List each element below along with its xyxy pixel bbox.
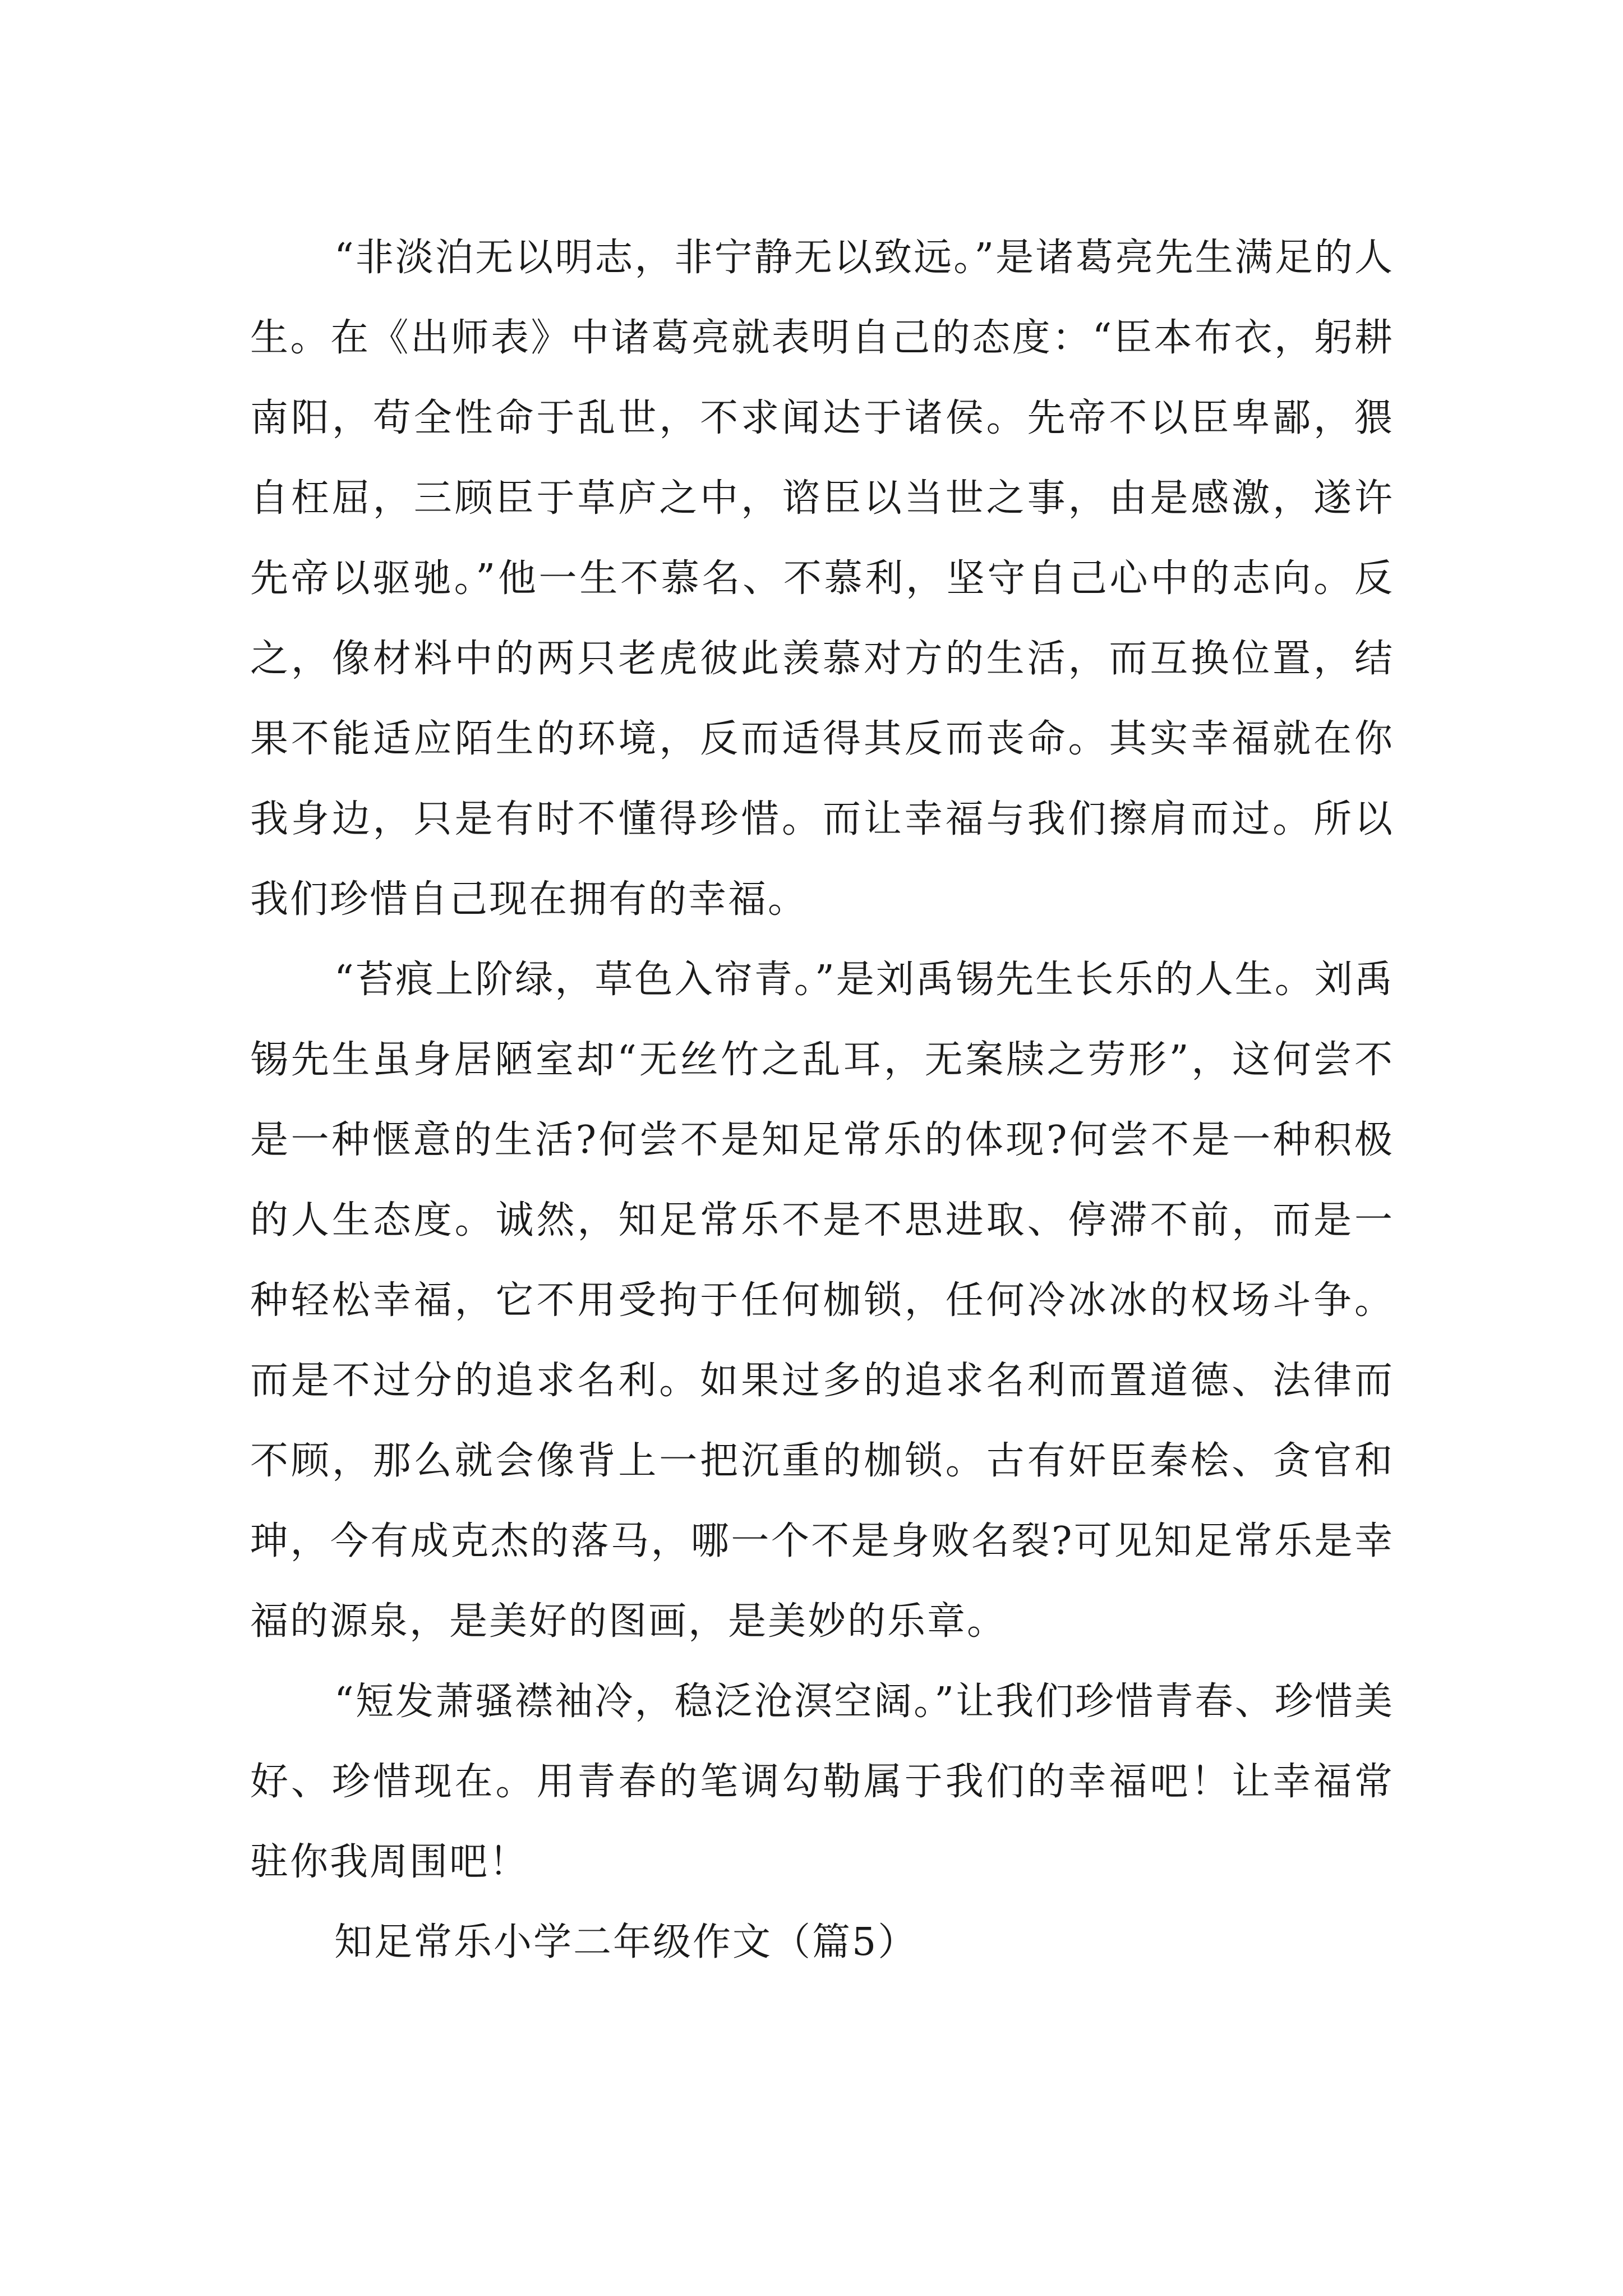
paragraph-conclusion: “短发萧骚襟袖冷，稳泛沧溟空阔。”让我们珍惜青春、珍惜美好、珍惜现在。用青春的笔调勾勒属于我们的幸福吧！让幸福常驻你我周围吧！ — [250, 1680, 1394, 1884]
paragraph-liu-yuxi: “苔痕上阶绿，草色入帘青。”是刘禹锡先生长乐的人生。刘禹锡先生虽身居陋室却“无丝竹之乱耳，无案牍之劳形”，这何尝不是一种惬意的生活?何尝不是知足常乐的体现?何尝不是一种积极的人生态度。诚然，知足常乐不是不思进取、停滞不前，而是一种轻松幸福，它不用受拘于任何枷锁，任何冷冰冰的权场斗争。而是不过分的追求名利。如果过多的追求名利而置道德、法律而不顾，那么就会像背上一把沉重的枷锁。古有奸臣秦桧、贪官和珅，今有成克杰的落马，哪一个不是身败名裂?可见知足常乐是幸福的源泉，是美好的图画，是美妙的乐章。 — [250, 958, 1394, 1644]
paragraph-zhuge-liang: “非淡泊无以明志，非宁静无以致远。”是诸葛亮先生满足的人生。在《出师表》中诸葛亮就表明自己的态度：“臣本布衣，躬耕南阳，苟全性命于乱世，不求闻达于诸侯。先帝不以臣卑鄙，猥自枉屈，三顾臣于草庐之中，谘臣以当世之事，由是感激，遂许先帝以驱驰。”他一生不慕名、不慕利，坚守自己心中的志向。反之，像材料中的两只老虎彼此羡慕对方的生活，而互换位置，结果不能适应陌生的环境，反而适得其反而丧命。其实幸福就在你我身边，只是有时不懂得珍惜。而让幸福与我们擦肩而过。所以我们珍惜自己现在拥有的幸福。 — [250, 236, 1394, 922]
section-heading: 知足常乐小学二年级作文（篇5） — [334, 1920, 918, 1964]
document-body — [250, 218, 1394, 1982]
